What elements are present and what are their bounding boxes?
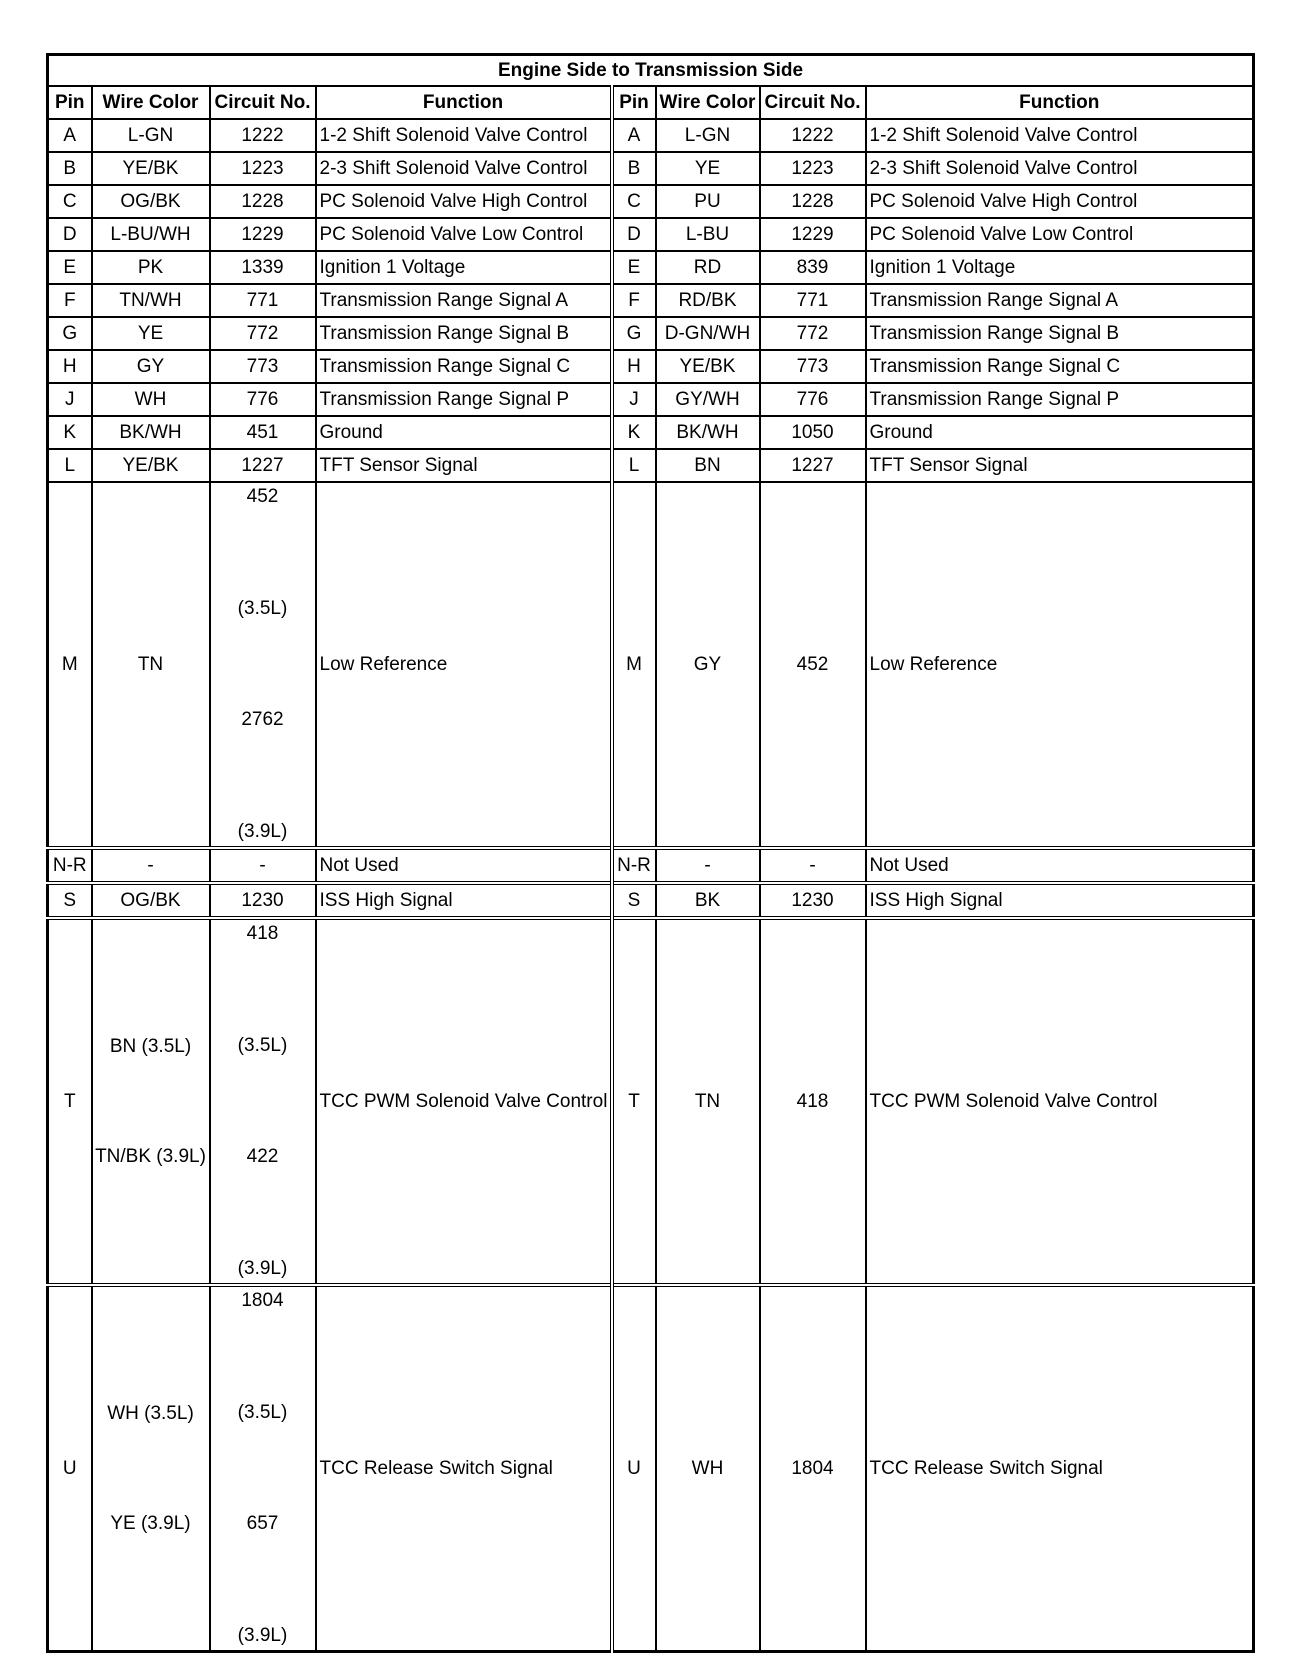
trans-circuit: 1804 [760, 1285, 866, 1652]
trans-circuit: 1050 [760, 416, 866, 449]
trans-wire-color: PU [656, 185, 760, 218]
engine-wire-color: L-BU/WH [92, 218, 210, 251]
trans-function: TCC PWM Solenoid Valve Control [866, 918, 1254, 1285]
trans-function: Transmission Range Signal C [866, 350, 1254, 383]
engine-circuit: 1229 [210, 218, 316, 251]
engine-circuit-line: (3.9L) [237, 1257, 288, 1279]
trans-wire-color: L-BU [656, 218, 760, 251]
trans-function: PC Solenoid Valve High Control [866, 185, 1254, 218]
trans-pin: K [612, 416, 656, 449]
trans-function: Transmission Range Signal A [866, 284, 1254, 317]
engine-wire-color [92, 918, 210, 1285]
table-row [48, 251, 1254, 284]
engine-function: ISS High Signal [316, 883, 612, 918]
engine-pin: J [48, 383, 92, 416]
trans-pin: L [612, 449, 656, 482]
trans-pin: S [612, 883, 656, 918]
engine-wire-color-line: BN (3.5L) [109, 1035, 192, 1057]
header-circuit-no: Circuit No. [210, 86, 316, 119]
trans-pin: U [612, 1285, 656, 1652]
trans-circuit: 1223 [760, 152, 866, 185]
trans-wire-color: YE/BK [656, 350, 760, 383]
trans-function: Transmission Range Signal P [866, 383, 1254, 416]
trans-wire-color: BK/WH [656, 416, 760, 449]
trans-function: Ground [866, 416, 1254, 449]
trans-pin: A [612, 119, 656, 152]
engine-function: TCC Release Switch Signal [316, 1285, 612, 1652]
trans-pin: C [612, 185, 656, 218]
engine-function: Transmission Range Signal P [316, 383, 612, 416]
trans-pin: B [612, 152, 656, 185]
trans-pin: E [612, 251, 656, 284]
table-row [48, 185, 1254, 218]
trans-function: Ignition 1 Voltage [866, 251, 1254, 284]
engine-pin: H [48, 350, 92, 383]
engine-circuit-line: (3.9L) [237, 820, 288, 842]
table-row [48, 317, 1254, 350]
engine-wire-color-line: TN/BK (3.9L) [95, 1145, 206, 1167]
trans-function: TCC Release Switch Signal [866, 1285, 1254, 1652]
trans-pin: J [612, 383, 656, 416]
engine-wire-color: OG/BK [92, 185, 210, 218]
trans-function: PC Solenoid Valve Low Control [866, 218, 1254, 251]
engine-function: 2-3 Shift Solenoid Valve Control [316, 152, 612, 185]
trans-pin: N-R [612, 848, 656, 883]
engine-pin: D [48, 218, 92, 251]
trans-circuit: 776 [760, 383, 866, 416]
engine-circuit: 771 [210, 284, 316, 317]
engine-pin: F [48, 284, 92, 317]
trans-circuit: 418 [760, 918, 866, 1285]
engine-function: 1-2 Shift Solenoid Valve Control [316, 119, 612, 152]
trans-function: Transmission Range Signal B [866, 317, 1254, 350]
engine-function: TCC PWM Solenoid Valve Control [316, 918, 612, 1285]
trans-circuit: 839 [760, 251, 866, 284]
engine-wire-color: WH [92, 383, 210, 416]
table-row-nr [48, 848, 1254, 883]
trans-wire-color: D-GN/WH [656, 317, 760, 350]
trans-pin: D [612, 218, 656, 251]
engine-pin: K [48, 416, 92, 449]
trans-function: TFT Sensor Signal [866, 449, 1254, 482]
engine-wire-color: OG/BK [92, 883, 210, 918]
engine-function: Low Reference [316, 482, 612, 848]
table-row [48, 119, 1254, 152]
header-pin: Pin [612, 86, 656, 119]
trans-wire-color: YE [656, 152, 760, 185]
engine-wire-color-line: WH (3.5L) [107, 1402, 194, 1424]
engine-circuit: 772 [210, 317, 316, 350]
pinout-table [46, 53, 1255, 1653]
trans-circuit: 771 [760, 284, 866, 317]
table-title: Engine Side to Transmission Side [48, 55, 1254, 87]
engine-circuit-line: 422 [246, 1146, 279, 1168]
engine-circuit: 1228 [210, 185, 316, 218]
engine-function: Transmission Range Signal A [316, 284, 612, 317]
header-row [48, 86, 1254, 119]
table-row-u [48, 1285, 1254, 1652]
engine-circuit: 1222 [210, 119, 316, 152]
trans-pin: T [612, 918, 656, 1285]
trans-wire-color: RD [656, 251, 760, 284]
engine-wire-color: BK/WH [92, 416, 210, 449]
header-wire-color: Wire Color [92, 86, 210, 119]
trans-function: ISS High Signal [866, 883, 1254, 918]
engine-pin: S [48, 883, 92, 918]
trans-wire-color: GY/WH [656, 383, 760, 416]
engine-circuit: - [210, 848, 316, 883]
engine-circuit [210, 482, 316, 848]
engine-circuit-line: (3.5L) [237, 597, 288, 619]
trans-wire-color: GY [656, 482, 760, 848]
trans-pin: M [612, 482, 656, 848]
trans-circuit: 1230 [760, 883, 866, 918]
trans-wire-color: L-GN [656, 119, 760, 152]
engine-circuit: 1230 [210, 883, 316, 918]
header-pin: Pin [48, 86, 92, 119]
engine-pin: A [48, 119, 92, 152]
table-row-t [48, 918, 1254, 1285]
engine-circuit [210, 1285, 316, 1652]
engine-function: PC Solenoid Valve High Control [316, 185, 612, 218]
engine-wire-color: YE [92, 317, 210, 350]
table-row [48, 284, 1254, 317]
engine-wire-color: - [92, 848, 210, 883]
trans-wire-color: BK [656, 883, 760, 918]
engine-circuit-line: 452 [246, 486, 279, 507]
header-circuit-no: Circuit No. [760, 86, 866, 119]
engine-pin: L [48, 449, 92, 482]
table-row-s [48, 883, 1254, 918]
trans-pin: H [612, 350, 656, 383]
engine-circuit [210, 918, 316, 1285]
trans-pin: G [612, 317, 656, 350]
trans-circuit: 772 [760, 317, 866, 350]
engine-pin: G [48, 317, 92, 350]
engine-pin: M [48, 482, 92, 848]
engine-circuit-line: 2762 [241, 709, 284, 731]
table-row [48, 416, 1254, 449]
trans-circuit: 1228 [760, 185, 866, 218]
engine-circuit: 451 [210, 416, 316, 449]
engine-circuit: 1223 [210, 152, 316, 185]
trans-circuit: 452 [760, 482, 866, 848]
trans-circuit: - [760, 848, 866, 883]
engine-circuit-line: (3.5L) [237, 1401, 288, 1423]
trans-circuit: 1222 [760, 119, 866, 152]
engine-function: TFT Sensor Signal [316, 449, 612, 482]
trans-function: Low Reference [866, 482, 1254, 848]
engine-pin: E [48, 251, 92, 284]
table-row [48, 449, 1254, 482]
engine-wire-color: PK [92, 251, 210, 284]
engine-circuit: 776 [210, 383, 316, 416]
header-function: Function [866, 86, 1254, 119]
engine-function: PC Solenoid Valve Low Control [316, 218, 612, 251]
trans-wire-color: WH [656, 1285, 760, 1652]
engine-circuit-line: 657 [246, 1513, 279, 1535]
engine-wire-color [92, 1285, 210, 1652]
trans-circuit: 1227 [760, 449, 866, 482]
engine-circuit-line: 418 [246, 923, 279, 944]
trans-wire-color: RD/BK [656, 284, 760, 317]
engine-circuit-line: (3.5L) [237, 1034, 288, 1056]
trans-wire-color: - [656, 848, 760, 883]
engine-circuit-line: 1804 [241, 1290, 284, 1311]
engine-function: Not Used [316, 848, 612, 883]
trans-pin: F [612, 284, 656, 317]
engine-pin: N-R [48, 848, 92, 883]
engine-circuit: 773 [210, 350, 316, 383]
table-row-m [48, 482, 1254, 848]
trans-function: 2-3 Shift Solenoid Valve Control [866, 152, 1254, 185]
engine-wire-color-line: YE (3.9L) [110, 1512, 191, 1534]
engine-circuit-line: (3.9L) [237, 1624, 288, 1646]
engine-function: Ignition 1 Voltage [316, 251, 612, 284]
engine-function: Transmission Range Signal C [316, 350, 612, 383]
trans-circuit: 1229 [760, 218, 866, 251]
engine-function: Ground [316, 416, 612, 449]
engine-wire-color: TN [92, 482, 210, 848]
engine-wire-color: TN/WH [92, 284, 210, 317]
trans-wire-color: BN [656, 449, 760, 482]
trans-wire-color: TN [656, 918, 760, 1285]
engine-pin: T [48, 918, 92, 1285]
engine-pin: U [48, 1285, 92, 1652]
engine-wire-color: YE/BK [92, 449, 210, 482]
engine-wire-color: YE/BK [92, 152, 210, 185]
table-row [48, 350, 1254, 383]
engine-pin: B [48, 152, 92, 185]
engine-function: Transmission Range Signal B [316, 317, 612, 350]
table-row [48, 383, 1254, 416]
header-function: Function [316, 86, 612, 119]
table-row [48, 152, 1254, 185]
table-row [48, 218, 1254, 251]
trans-function: 1-2 Shift Solenoid Valve Control [866, 119, 1254, 152]
engine-wire-color: GY [92, 350, 210, 383]
engine-wire-color: L-GN [92, 119, 210, 152]
engine-pin: C [48, 185, 92, 218]
trans-function: Not Used [866, 848, 1254, 883]
engine-circuit: 1339 [210, 251, 316, 284]
trans-circuit: 773 [760, 350, 866, 383]
header-wire-color: Wire Color [656, 86, 760, 119]
engine-circuit: 1227 [210, 449, 316, 482]
